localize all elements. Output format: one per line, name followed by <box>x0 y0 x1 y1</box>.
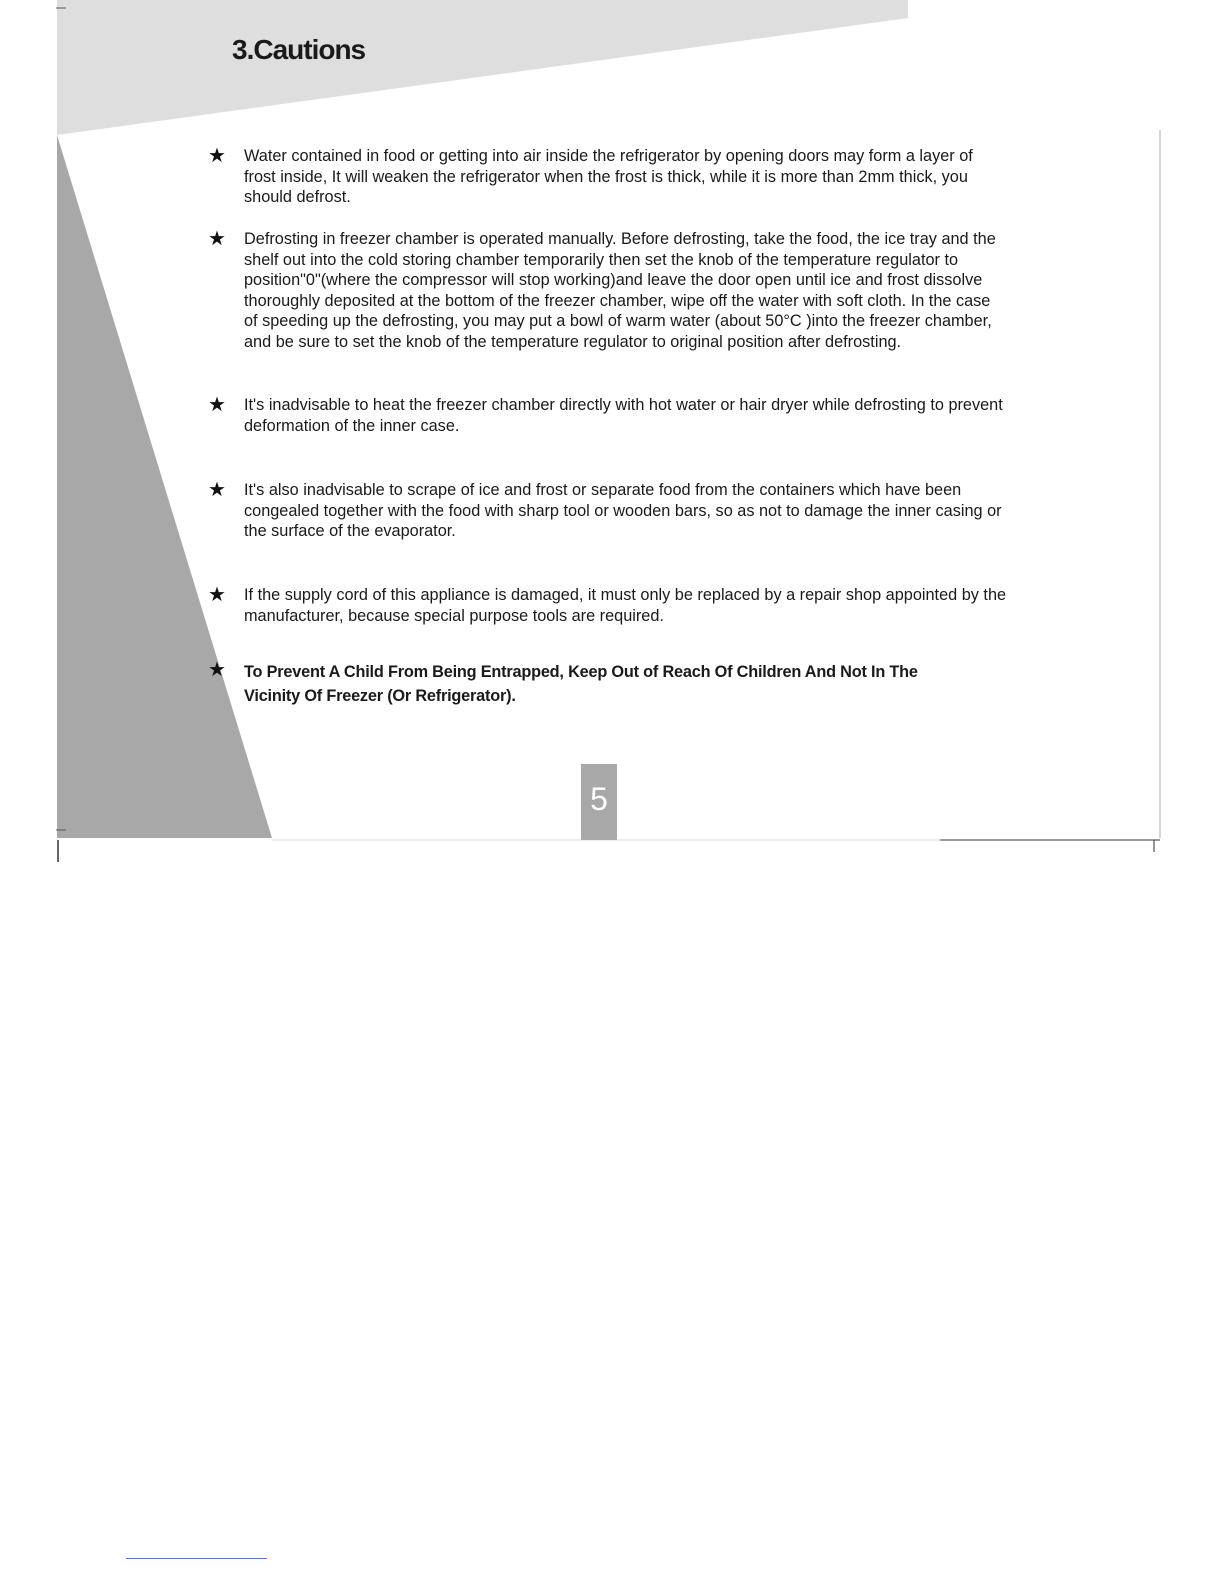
caution-text: Water contained in food or getting into air inside the refrigerator by opening doors may form a layer of frost inside, It will weaken the refrigerator when the frost is thick, while it is more than 2mm thick, you should defrost. <box>244 147 973 207</box>
star-icon: ★ <box>208 392 226 416</box>
caution-item <box>208 143 1008 208</box>
caution-text: It's also inadvisable to scrape of ice and frost or separate food from the containers which have been congealed together with the food with sharp tool or wooden bars, so as not to damage the inner casing or the surface of the evaporator. <box>244 481 1002 541</box>
footer-rule <box>126 1558 267 1559</box>
caution-text: Defrosting in freezer chamber is operated manually. Before defrosting, take the food, the ice tray and the shelf out into the cold storing chamber temporarily then set the knob of the temperature regulator to position"0"(where the compressor will stop working)and leave the door open until ice and frost dissolve thoroughly deposited at the bottom of the freezer chamber, wipe off the water with soft cloth. In the case of speeding up the defrosting, you may put a bowl of warm water (about 50°C )into the freezer chamber, and be sure to set the knob of the temperature regulator to original position after defrosting. <box>244 230 996 351</box>
star-icon: ★ <box>208 657 226 681</box>
caution-text: It's inadvisable to heat the freezer chamber directly with hot water or hair dryer while defrosting to prevent deformation of the inner case. <box>244 396 1003 435</box>
caution-text: If the supply cord of this appliance is damaged, it must only be replaced by a repair shop appointed by the manufacturer, because special purpose tools are required. <box>244 586 1007 625</box>
caution-item <box>208 392 1008 436</box>
page-number: 5 <box>581 764 617 840</box>
caution-item <box>208 226 1008 353</box>
caution-item <box>208 582 1008 626</box>
caution-item-bold <box>208 657 948 708</box>
caution-item <box>208 477 1008 542</box>
star-icon: ★ <box>208 226 226 250</box>
header-band <box>57 0 908 135</box>
star-icon: ★ <box>208 477 226 501</box>
star-icon: ★ <box>208 143 226 167</box>
page-title: 3.Cautions <box>232 34 366 65</box>
star-icon: ★ <box>208 582 226 606</box>
caution-text-bold: To Prevent A Child From Being Entrapped, Keep Out of Reach Of Children And Not In The Vicinity Of Freezer (Or Refrigerator). <box>244 663 918 705</box>
